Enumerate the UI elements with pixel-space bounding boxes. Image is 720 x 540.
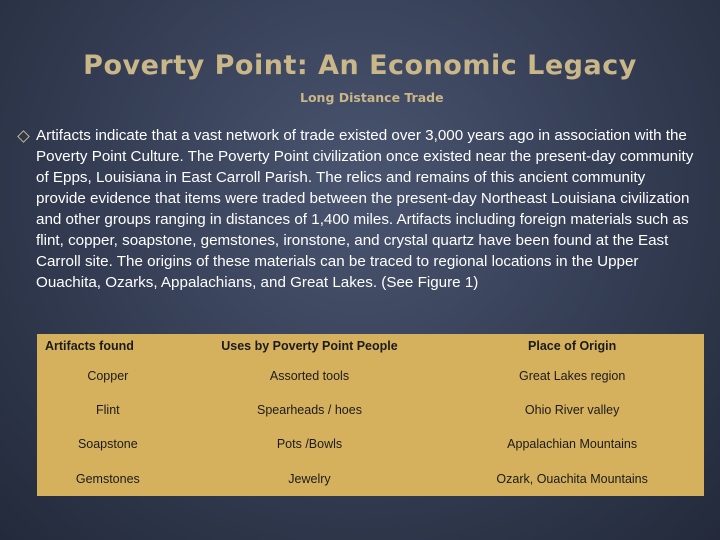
cell-use: Spearheads / hoes — [257, 402, 362, 417]
cell-origin: Ozark, Ouachita Mountains — [496, 471, 648, 486]
cell-origin: Appalachian Mountains — [507, 437, 638, 452]
header-origin: Place of Origin — [528, 339, 617, 354]
cell-origin: Great Lakes region — [519, 368, 626, 383]
slide-subtitle: Long Distance Trade — [300, 90, 444, 105]
table-row — [37, 462, 704, 496]
body-paragraph: Artifacts indicate that a vast network of trade existed over 3,000 years ago in association with the Poverty Point Culture. The Poverty Point civilization once existed near the present-day community of Epps, Louisiana in East Carroll Parish. The relics and remains of this ancient community provide evidence that items were traded between the present-day Northeast Louisiana civilization and other groups ranging in distances of 1,400 miles. Artifacts including foreign materials such as flint, copper, soapstone, gemstones, ironstone, and crystal quartz have been found at the East Carroll site. The origins of these materials can be traced to regional locations in the Upper Ouachita, Ozarks, Appalachians, and Great Lakes. (See Figure 1) — [36, 127, 694, 291]
cell-use: Assorted tools — [269, 368, 350, 383]
cell-artifact: Gemstones — [75, 471, 140, 486]
cell-origin: Ohio River valley — [524, 402, 620, 417]
table-row — [37, 393, 704, 427]
cell-use: Jewelry — [288, 471, 331, 486]
trade-table — [37, 334, 704, 496]
diamond-bullet-icon — [17, 130, 30, 143]
table-row — [37, 358, 704, 392]
table-header-row — [37, 334, 704, 358]
header-uses: Uses by Poverty Point People — [221, 339, 398, 354]
cell-artifact: Soapstone — [77, 437, 138, 452]
slide-title: Poverty Point: An Economic Legacy — [83, 50, 637, 81]
header-artifacts: Artifacts found — [45, 339, 134, 354]
cell-use: Pots /Bowls — [276, 437, 343, 452]
table-row — [37, 427, 704, 461]
cell-artifact: Copper — [87, 368, 129, 383]
cell-artifact: Flint — [96, 402, 120, 417]
